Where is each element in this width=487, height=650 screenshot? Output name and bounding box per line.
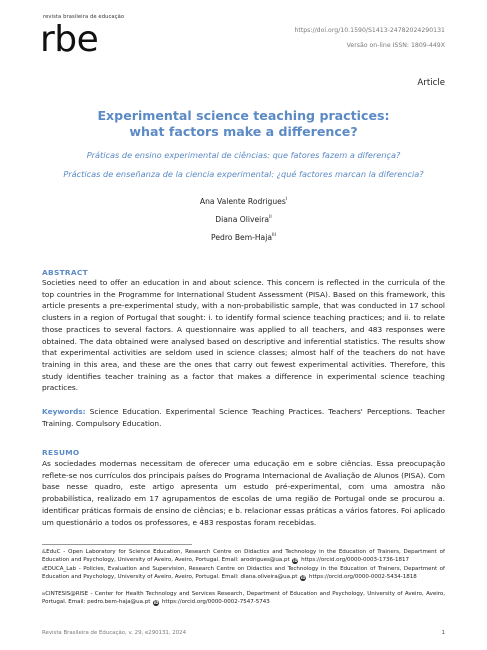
issn-text: Versão on-line ISSN: 1809-449X: [346, 42, 445, 49]
title-portuguese: Práticas de ensino experimental de ciências: que fatores fazem a diferença?: [86, 150, 401, 160]
page-number: 1: [441, 630, 445, 636]
article-title: [42, 108, 445, 140]
footnote-text: CINTESIS@RISE - Center for Health Technology and Services Research, Department of Education and Psychology, University of Aveiro, Aveiro, Portugal. Email: pedro.bem-haja@ua.pt: [42, 591, 445, 606]
author-name: Pedro Bem-Haja: [211, 233, 272, 242]
title-line-2: what factors make a difference?: [129, 124, 358, 139]
author-mark: II: [269, 215, 272, 220]
footnote-2: [42, 565, 445, 582]
footnote-mark: III: [42, 592, 46, 596]
orcid-link[interactable]: https://orcid.org/0000-0003-1736-1817: [301, 557, 409, 564]
doi-link[interactable]: https://doi.org/10.1590/S1413-24782024290131: [294, 27, 445, 34]
author-name: Diana Oliveira: [215, 215, 270, 224]
author-mark: I: [285, 197, 288, 202]
footnote-1: [42, 548, 445, 565]
author-1: [42, 197, 445, 206]
keywords-text: Science Education. Experimental Science Teaching Practices. Teachers' Perceptions. Teacher Training. Compulsory Education.: [42, 407, 445, 428]
orcid-icon: iD: [300, 575, 306, 581]
title-line-1: Experimental science teaching practices:: [97, 108, 390, 123]
article-type: Article: [417, 78, 445, 88]
author-name: Ana Valente Rodrigues: [199, 197, 286, 206]
footnote-mark: II: [42, 567, 45, 571]
footer-citation: Revista Brasileira de Educação, v. 29, e290131, 2024: [42, 630, 186, 636]
footnote-divider: [42, 544, 192, 545]
abstract-text: Societies need to offer an education in and about science. This concern is reflected in the curricula of the top countries in the Programme for International Student Assessment (PISA). Based on this framework, this article presents a pre-experimental study, with a non-probabilistic sample, that was conducted in 17 school clusters in a region of Portugal that sought: i. to identify formal science teaching practices; and ii. to relate those practices to several factors. A questionnaire was applied to all teachers, and 483 responses were obtained. The data obtained were analysed based on descriptive and inferential statistics. The results show that experimental activities are seldom used in science classes; almost half of the teachers do not have training in this area, and these are the ones that carry out fewest experimental activities. Therefore, this study identifies teacher training as a factor that makes a difference in experimental science teaching practices.: [42, 278, 445, 393]
orcid-icon: iD: [293, 558, 298, 564]
orcid-link[interactable]: https://orcid.org/0000-0002-7547-5743: [161, 599, 270, 606]
keywords: [42, 406, 445, 429]
author-3: [42, 233, 445, 242]
footnote-text: LEduC - Open Laboratory for Science Education, Research Centre on Didactics and Technology in the Education of Trainers, Department of Education and Psychology, University of Aveiro, Aveiro, Portugal. Email: arodrigues@ua.pt: [42, 549, 445, 564]
footnote-3: [42, 590, 445, 607]
author-2: [42, 215, 445, 224]
abstract-heading: ABSTRACT: [42, 268, 88, 277]
resumo-heading: RESUMO: [42, 448, 80, 457]
title-spanish: Prácticas de enseñanza de la ciencia experimental: ¿qué factores marcan la diferencia?: [63, 169, 424, 179]
resumo-text: As sociedades modernas necessitam de oferecer uma educação em e sobre ciências. Essa preocupação reflete-se nos currículos dos principais países do Programa Internacional de Avaliação de Alunos (PISA). Com base nesse quadro, este artigo apresenta um estudo pré-experimental, com uma amostra não probabilística, realizado em 17 agrupamentos de escolas de uma região de Portugal onde se procurou a. identificar práticas formais de ensino de ciências; e b. relacionar essas práticas a vários fatores. Foi aplicado um questionário a todos os professores, e 483 respostas foram recebidas.: [42, 459, 445, 527]
orcid-icon: iD: [153, 600, 159, 606]
journal-logo: rbe: [40, 19, 99, 60]
footnote-text: EDUCA_Lab - Policies, Evaluation and Supervision, Research Centre on Didactics and Technology in the Education of Trainers, Department of Education and Psychology, University of Aveiro, Aveiro, Portugal. Email: diana.oliveira@ua.pt: [42, 566, 445, 581]
author-mark: III: [271, 233, 276, 238]
keywords-label: Keywords:: [42, 407, 86, 416]
journal-name: revista brasileira de educação: [43, 14, 125, 20]
footnote-mark: I: [42, 550, 44, 554]
orcid-link[interactable]: https://orcid.org/0000-0002-5434-1818: [308, 574, 417, 581]
